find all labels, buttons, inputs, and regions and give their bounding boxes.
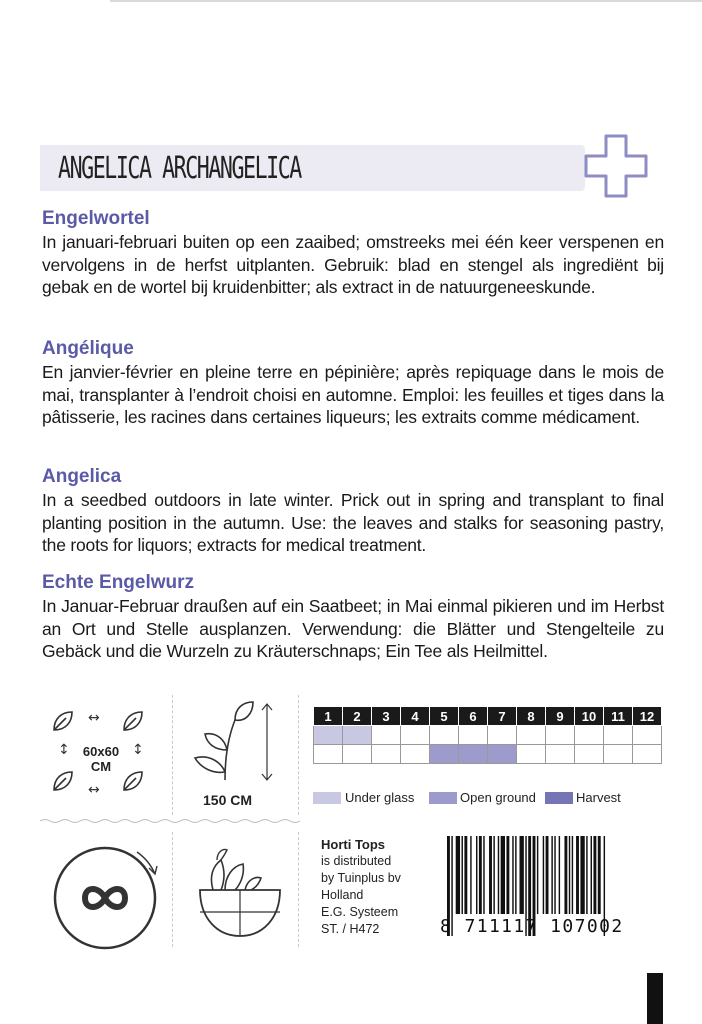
calendar-cell	[314, 726, 343, 745]
calendar-cell	[633, 745, 662, 764]
barcode-bar	[515, 836, 516, 914]
calendar-cell	[343, 726, 372, 745]
barcode-bar	[569, 836, 570, 914]
vegetable-bowl-icon	[195, 840, 285, 940]
barcode-bar	[564, 836, 567, 914]
divider-vertical	[172, 695, 173, 815]
divider-vertical	[298, 832, 299, 947]
section-german	[42, 572, 664, 663]
legend-swatch-harvest	[545, 792, 573, 804]
calendar-month-8: 8	[517, 707, 546, 726]
leaf-icon	[50, 708, 76, 734]
section-heading: Echte Engelwurz	[42, 572, 195, 593]
leaf-icon	[50, 768, 76, 794]
calendar-cell	[459, 745, 488, 764]
calendar-month-12: 12	[633, 707, 662, 726]
section-heading: Angelica	[42, 466, 122, 487]
calendar-month-4: 4	[401, 707, 430, 726]
distributor-info	[321, 836, 401, 938]
calendar-cell	[604, 745, 633, 764]
plant-height-icon	[185, 700, 285, 790]
barcode-bar	[586, 836, 587, 914]
section-text: En janvier-février en pleine terre en pépinière; après repiquage dans le mois de mai, transplanter à l’endroit choisi en automne. Emploi: les feuilles et tiges dans la pâtisserie, les racines dans certaines liqueurs; les extraits comme médicament.	[42, 362, 664, 427]
barcode-bar	[456, 836, 460, 914]
section-text: In Januar-Februar draußen auf ein Saatbeet; in Mai einmal pikieren und im Herbst an Ort und Stelle ausplanzen. Verwendung: die Blätter und Stengelteile zu Gebäck und die Wurzeln zu Kräuterschnaps; Ein Tee als Heilmittel.	[42, 596, 664, 661]
barcode-bar	[464, 836, 467, 914]
divider-vertical	[172, 832, 173, 947]
section-text: In a seedbed outdoors in late winter. Prick out in spring and transplant to final planting position in the autumn. Use: the leaves and stalks for seasoning pastry, the roots for liquors; extracts for medical treatment.	[42, 490, 664, 555]
medical-cross-icon	[580, 130, 652, 202]
calendar-month-11: 11	[604, 707, 633, 726]
sowing-calendar	[313, 706, 662, 764]
barcode-bar	[520, 836, 524, 914]
barcode-bar	[598, 836, 601, 914]
legend-open-ground: Open ground	[460, 790, 536, 805]
section-dutch	[42, 208, 664, 299]
barcode-digits: 8 711117 107002	[440, 916, 624, 937]
barcode-bar	[501, 836, 505, 914]
calendar-cell	[430, 745, 459, 764]
plant-spacing	[40, 700, 160, 810]
barcode-bar	[576, 836, 579, 914]
barcode-bar	[470, 836, 471, 914]
barcode-bar	[551, 836, 552, 914]
calendar-cell	[430, 726, 459, 745]
calendar-cell	[459, 726, 488, 745]
barcode-bar	[546, 836, 549, 914]
barcode-bar	[572, 836, 573, 914]
divider-wavy	[40, 818, 300, 824]
calendar-cell	[488, 745, 517, 764]
barcode-bar	[554, 836, 555, 914]
calendar-month-7: 7	[488, 707, 517, 726]
divider-vertical	[298, 695, 299, 815]
section-english	[42, 466, 664, 557]
barcode-bar	[489, 836, 492, 914]
barcode-bar	[493, 836, 494, 914]
double-arrow-icon: ↕	[132, 742, 144, 758]
barcode-bar	[506, 836, 509, 914]
distributor-line: ST. / H472	[321, 922, 380, 936]
print-mark	[647, 973, 663, 1024]
section-heading: Engelwortel	[42, 208, 150, 229]
calendar-cell	[546, 726, 575, 745]
distributor-line: by Tuinplus bv	[321, 871, 401, 885]
height-label: 150 CM	[203, 792, 253, 808]
double-arrow-icon: ↔	[88, 710, 100, 726]
barcode-bar	[462, 836, 463, 914]
legend-under-glass: Under glass	[345, 790, 415, 805]
barcode-bar	[543, 836, 544, 914]
calendar-month-10: 10	[575, 707, 604, 726]
calendar-cell	[604, 726, 633, 745]
barcode-bar	[559, 836, 560, 914]
calendar-cell	[343, 745, 372, 764]
leaf-icon	[120, 708, 146, 734]
title-band	[40, 145, 585, 191]
calendar-cell	[372, 745, 401, 764]
calendar-cell	[372, 726, 401, 745]
calendar-cell	[517, 745, 546, 764]
section-text: In januari-februari buiten op een zaaibed; omstreeks mei één keer verspenen en vervolgens in de herfst uitplanten. Gebruik: blad en stengel als ingrediënt bij gebak en de wortel bij kruidenbitter; als extract in de natuurgeneeskunde.	[42, 232, 664, 297]
calendar-cell	[517, 726, 546, 745]
calendar-month-5: 5	[430, 707, 459, 726]
calendar-month-1: 1	[314, 707, 343, 726]
calendar-legend	[313, 790, 663, 806]
barcode-bar	[591, 836, 592, 914]
page-title: ANGELICA ARCHANGELICA	[58, 151, 301, 186]
plant-height	[185, 700, 295, 810]
calendar-cell	[575, 726, 604, 745]
barcode-bar	[476, 836, 477, 914]
barcode-bar	[593, 836, 596, 914]
calendar-cell	[314, 745, 343, 764]
distributor-line: E.G. Systeem	[321, 905, 399, 919]
calendar-cell	[546, 745, 575, 764]
brand-name: Horti Tops	[321, 837, 386, 852]
section-heading: Angélique	[42, 338, 134, 359]
perennial-infinity-icon	[45, 838, 165, 958]
calendar-month-2: 2	[343, 707, 372, 726]
calendar-cell	[401, 745, 430, 764]
top-rule	[110, 0, 702, 2]
calendar-month-9: 9	[546, 707, 575, 726]
barcode-bar	[483, 836, 484, 914]
barcode-bar	[498, 836, 499, 914]
legend-swatch-open	[429, 792, 457, 804]
calendar-month-6: 6	[459, 707, 488, 726]
legend-swatch-glass	[313, 792, 341, 804]
calendar-cell	[575, 745, 604, 764]
barcode-bar	[537, 836, 538, 914]
spacing-label: 60x60 CM	[82, 744, 120, 774]
calendar-cell	[488, 726, 517, 745]
barcode-bar	[479, 836, 482, 914]
distributor-line: Holland	[321, 888, 364, 902]
barcode-bar	[580, 836, 584, 914]
barcode-bar	[512, 836, 513, 914]
calendar-cell	[401, 726, 430, 745]
distributor-line: is distributed	[321, 854, 392, 868]
legend-harvest: Harvest	[576, 790, 621, 805]
double-arrow-icon: ↔	[88, 782, 100, 798]
calendar-cell	[633, 726, 662, 745]
calendar-month-3: 3	[372, 707, 401, 726]
double-arrow-icon: ↕	[58, 742, 70, 758]
section-french	[42, 338, 664, 429]
